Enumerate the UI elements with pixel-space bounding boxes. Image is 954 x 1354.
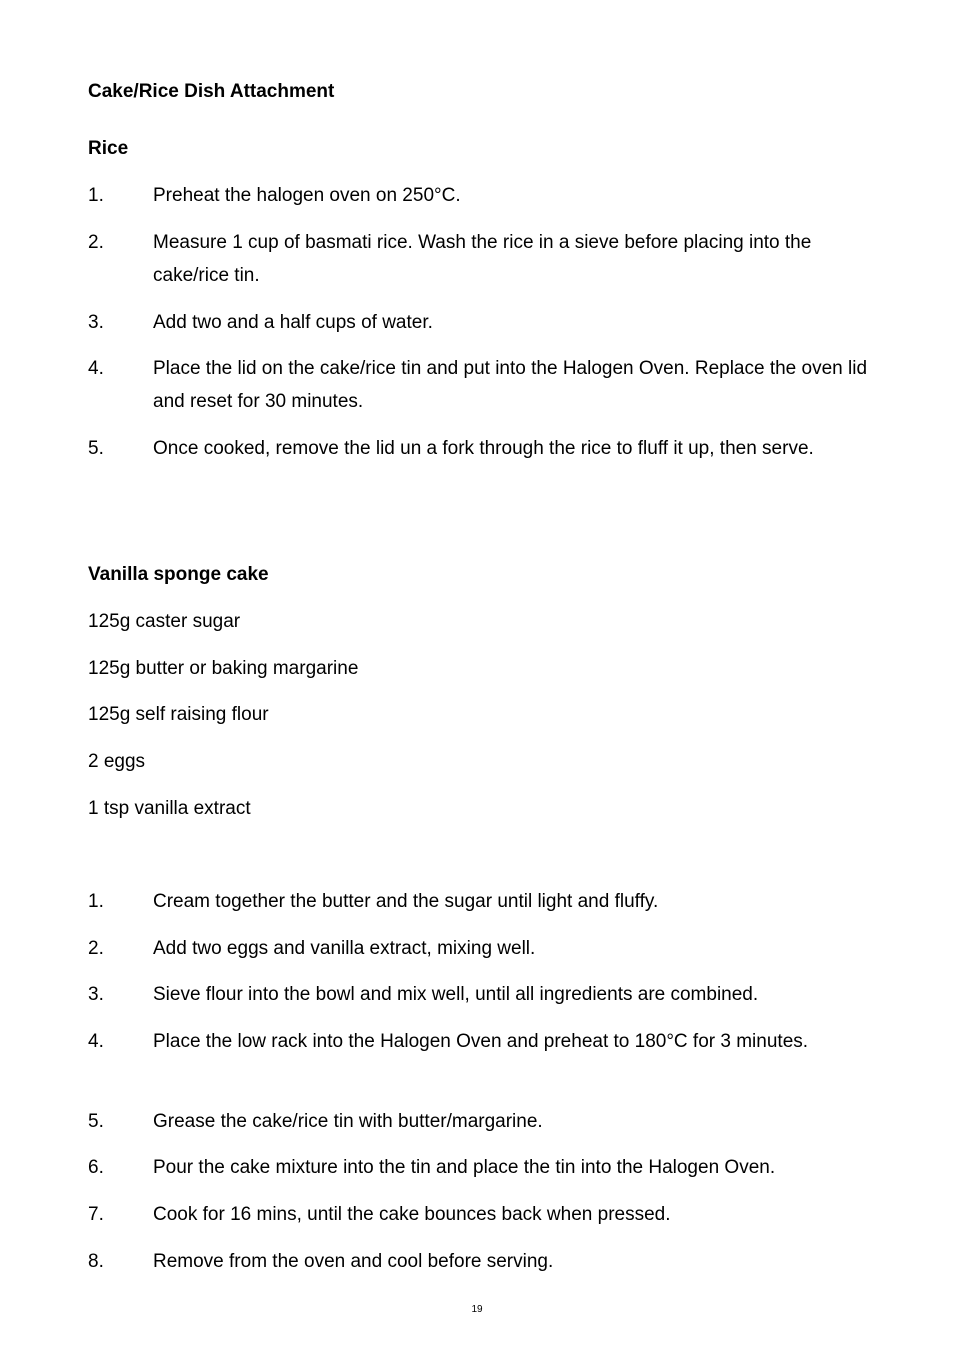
step-number: 1. [88, 185, 104, 206]
step-number: 8. [88, 1251, 104, 1272]
step-number: 3. [88, 312, 104, 333]
cake-step [88, 885, 878, 918]
step-text: Measure 1 cup of basmati rice. Wash the rice in a sieve before placing into the cake/rice tin. [153, 232, 812, 286]
step-number: 6. [88, 1157, 104, 1178]
cake-step [88, 1105, 878, 1138]
cake-step [88, 1025, 878, 1058]
step-text: Sieve flour into the bowl and mix well, until all ingredients are combined. [153, 984, 759, 1005]
step-number: 2. [88, 232, 104, 253]
step-text: Place the low rack into the Halogen Oven and preheat to 180°C for 3 minutes. [153, 1031, 809, 1052]
cake-heading: Vanilla sponge cake [88, 564, 269, 585]
step-text: Cream together the butter and the sugar until light and fluffy. [153, 891, 659, 912]
rice-step [88, 432, 878, 465]
rice-step [88, 306, 878, 339]
step-number: 3. [88, 984, 104, 1005]
step-text: Remove from the oven and cool before serving. [153, 1251, 554, 1272]
step-text: Once cooked, remove the lid un a fork through the rice to fluff it up, then serve. [153, 438, 814, 459]
step-number: 5. [88, 438, 104, 459]
cake-step [88, 1245, 878, 1278]
rice-step [88, 226, 878, 292]
ingredient-item: 1 tsp vanilla extract [88, 798, 251, 819]
step-number: 1. [88, 891, 104, 912]
cake-step [88, 932, 878, 965]
step-number: 2. [88, 938, 104, 959]
step-text: Cook for 16 mins, until the cake bounces back when pressed. [153, 1204, 671, 1225]
rice-heading: Rice [88, 138, 129, 159]
ingredient-item: 125g caster sugar [88, 611, 241, 632]
step-text: Place the lid on the cake/rice tin and put into the Halogen Oven. Replace the oven lid and reset for 30 minutes. [153, 358, 868, 412]
page-number: 19 [471, 1304, 483, 1315]
step-number: 4. [88, 1031, 104, 1052]
cake-step [88, 978, 878, 1011]
ingredient-item: 125g butter or baking margarine [88, 658, 359, 679]
cake-step [88, 1151, 878, 1184]
step-text: Preheat the halogen oven on 250°C. [153, 185, 461, 206]
page-title: Cake/Rice Dish Attachment [88, 81, 335, 102]
rice-step [88, 352, 878, 418]
rice-step [88, 179, 878, 212]
step-number: 4. [88, 358, 104, 379]
cake-step [88, 1198, 878, 1231]
step-text: Add two eggs and vanilla extract, mixing well. [153, 938, 536, 959]
step-text: Pour the cake mixture into the tin and place the tin into the Halogen Oven. [153, 1157, 776, 1178]
ingredient-item: 2 eggs [88, 751, 146, 772]
step-number: 7. [88, 1204, 104, 1225]
ingredient-item: 125g self raising flour [88, 704, 269, 725]
step-text: Add two and a half cups of water. [153, 312, 433, 333]
step-number: 5. [88, 1111, 104, 1132]
step-text: Grease the cake/rice tin with butter/margarine. [153, 1111, 543, 1132]
